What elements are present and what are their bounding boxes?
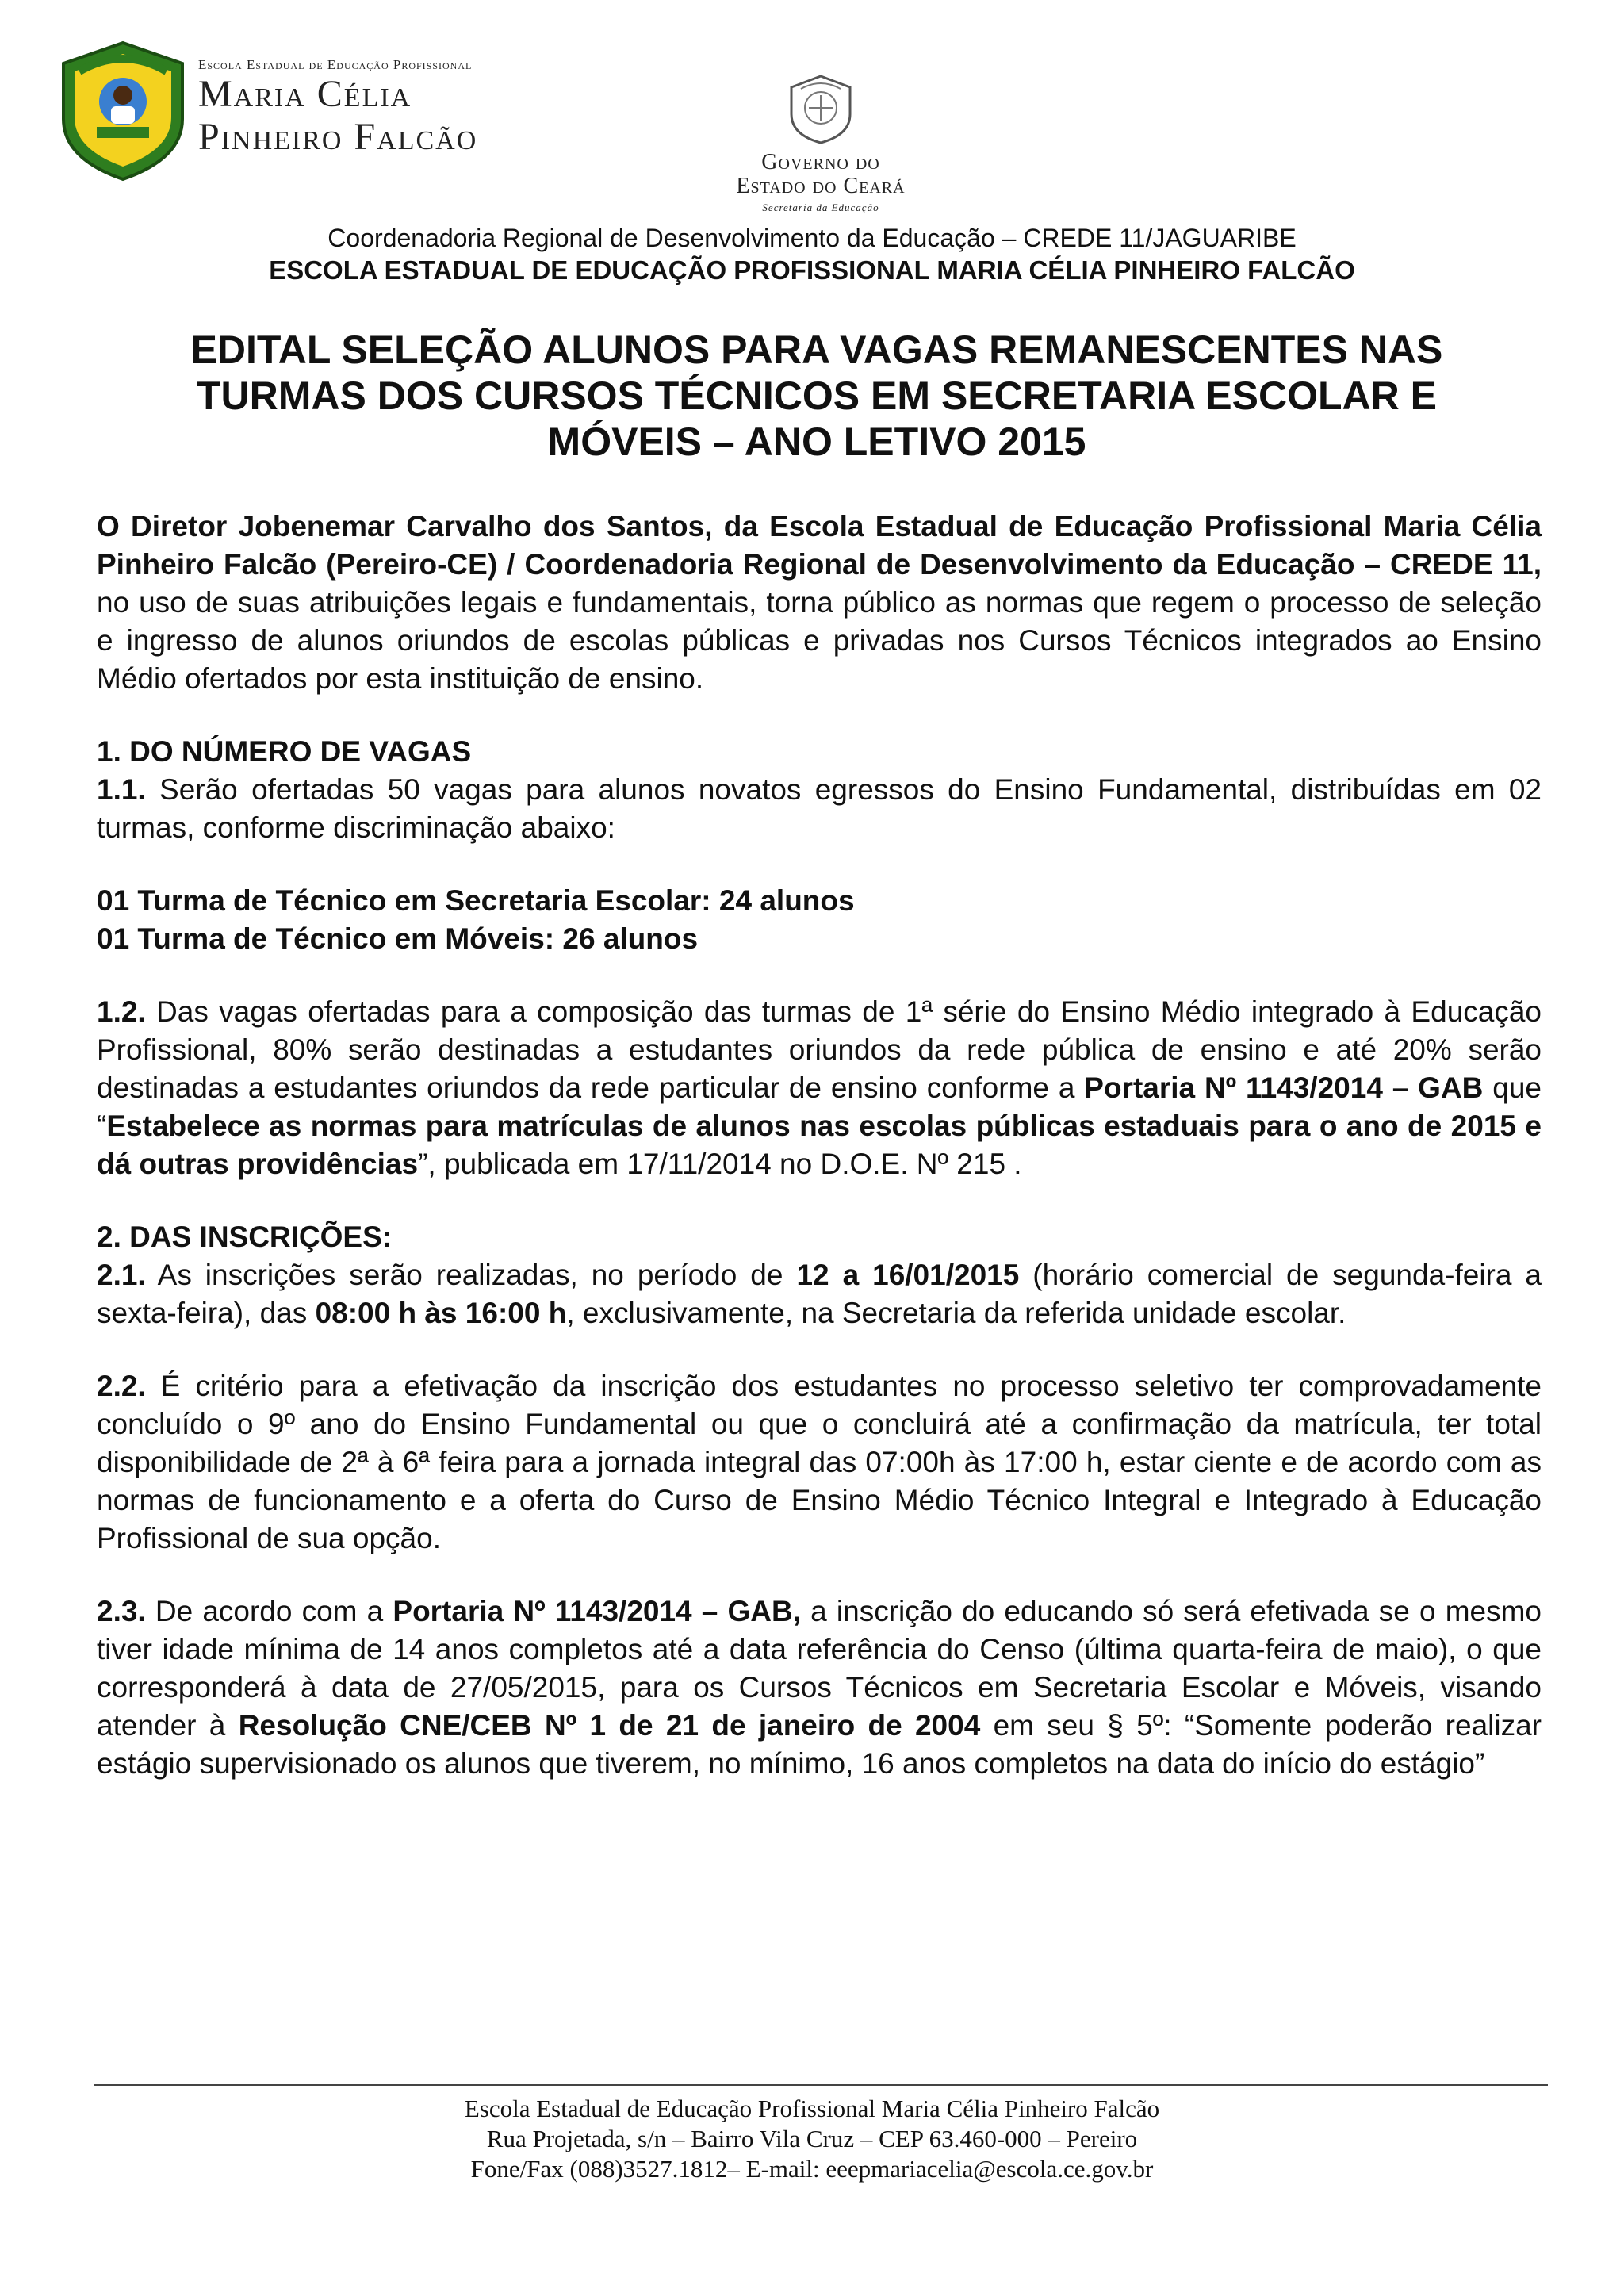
intro-paragraph — [97, 508, 1542, 698]
footer-divider — [94, 2084, 1548, 2086]
school-wordmark-small: Escola Estadual de Educação Profissional — [198, 57, 473, 72]
footer-line2: Rua Projetada, s/n – Bairro Vila Cruz – CEP 63.460-000 – Pereiro — [486, 2125, 1138, 2152]
footer-line1: Escola Estadual de Educação Profissional Maria Célia Pinheiro Falcão — [464, 2095, 1160, 2122]
school-full-name: ESCOLA ESTADUAL DE EDUCAÇÃO PROFISSIONAL MARIA CÉLIA PINHEIRO FALCÃO — [269, 255, 1355, 285]
school-wordmark-line2: Pinheiro Falcão — [198, 116, 478, 158]
title-line3: MÓVEIS – ANO LETIVO 2015 — [547, 420, 1086, 464]
turma-2: 01 Turma de Técnico em Móveis: 26 alunos — [97, 922, 699, 955]
paragraph-2-1: 2.1. As inscrições serão realizadas, no período de 12 a 16/01/2015 (horário comercial de segunda-feira a sexta-feira), das 08:00 h às 16:00 h, exclusivamente, na Secretaria da referida unidade escolar. — [97, 1259, 1542, 1329]
section-1-heading: 1. DO NÚMERO DE VAGAS — [97, 735, 472, 768]
paragraph-1-2: 1.2. Das vagas ofertadas para a composição das turmas de 1ª série do Ensino Médio integrado à Educação Profissional, 80% serão destinadas a estudantes oriundos da rede pública de ensino e até 20% serão destinadas a estudantes oriundos da rede particular de ensino conforme a Portaria Nº 1143/2014 – GAB que “Estabelece as normas para matrículas de alunos nas escolas públicas estaduais para o ano de 2015 e dá outras providências”, publicada em 17/11/2014 no D.O.E. Nº 215 . — [97, 995, 1542, 1180]
document-body — [97, 508, 1542, 1783]
intro-bold: O Diretor Jobenemar Carvalho dos Santos, da Escola Estadual de Educação Profissional Maria Célia Pinheiro Falcão (Pereiro-CE) / Coordenadoria Regional de Desenvolvimento da Educação – CREDE 11, — [97, 510, 1542, 581]
footer — [0, 2094, 1624, 2184]
document-title — [95, 327, 1538, 465]
gov-line2: Estado do Ceará — [736, 174, 906, 198]
school-wordmark-line1: Maria Célia — [198, 73, 412, 115]
section-2-heading: 2. DAS INSCRIÇÕES: — [97, 1221, 393, 1253]
title-line2: TURMAS DOS CURSOS TÉCNICOS EM SECRETARIA ESCOLAR E — [197, 374, 1437, 418]
state-government-wordmark — [698, 151, 944, 214]
gov-line1: Governo do — [761, 150, 880, 174]
crede-line: Coordenadoria Regional de Desenvolvimento da Educação – CREDE 11/JAGUARIBE — [327, 224, 1297, 252]
intro-text: no uso de suas atribuições legais e fundamentais, torna público as normas que regem o processo de seleção e ingresso de alunos oriundos de escolas públicas e privadas nos Cursos Técnicos integrados ao Ensino Médio ofertados por esta instituição de ensino. — [97, 586, 1542, 695]
school-wordmark — [198, 57, 477, 159]
turma-1: 01 Turma de Técnico em Secretaria Escolar: 24 alunos — [97, 884, 855, 917]
paragraph-2-3: 2.3. De acordo com a Portaria Nº 1143/2014 – GAB, a inscrição do educando só será efetivada se o mesmo tiver idade mínima de 14 anos completos até a data referência do Censo (última quarta-feira de maio), o que corresponderá à data de 27/05/2015, para os Cursos Técnicos em Secretaria Escolar e Móveis, visando atender à Resolução CNE/CEB Nº 1 de 21 de janeiro de 2004 em seu § 5º: “Somente poderão realizar estágio supervisionado os alunos que tiverem, no mínimo, 16 anos completos na data do início do estágio” — [97, 1595, 1542, 1780]
paragraph-2-2: 2.2. É critério para a efetivação da inscrição dos estudantes no processo seletivo ter comprovadamente concluído o 9º ano do Ensino Fundamental ou que o concluirá até a confirmação da matrícula, ter total disponibilidade de 2ª à 6ª feira para a jornada integral das 07:00h às 17:00 h, estar ciente e de acordo com as normas de funcionamento e a oferta do Curso de Ensino Médio Técnico Integral e Integrado à Educação Profissional de sua opção. — [97, 1370, 1542, 1554]
paragraph-1-1: 1.1. Serão ofertadas 50 vagas para alunos novatos egressos do Ensino Fundamental, distribuídas em 02 turmas, conforme discriminação abaixo: — [97, 773, 1542, 844]
school-crest-icon — [56, 40, 190, 182]
gov-sub: Secretaria da Educação — [762, 201, 879, 213]
footer-line3: Fone/Fax (088)3527.1812– E-mail: eeepmariacelia@escola.ce.gov.br — [470, 2155, 1154, 2183]
title-line1: EDITAL SELEÇÃO ALUNOS PARA VAGAS REMANESCENTES NAS — [190, 328, 1443, 372]
state-seal-icon — [785, 73, 856, 146]
